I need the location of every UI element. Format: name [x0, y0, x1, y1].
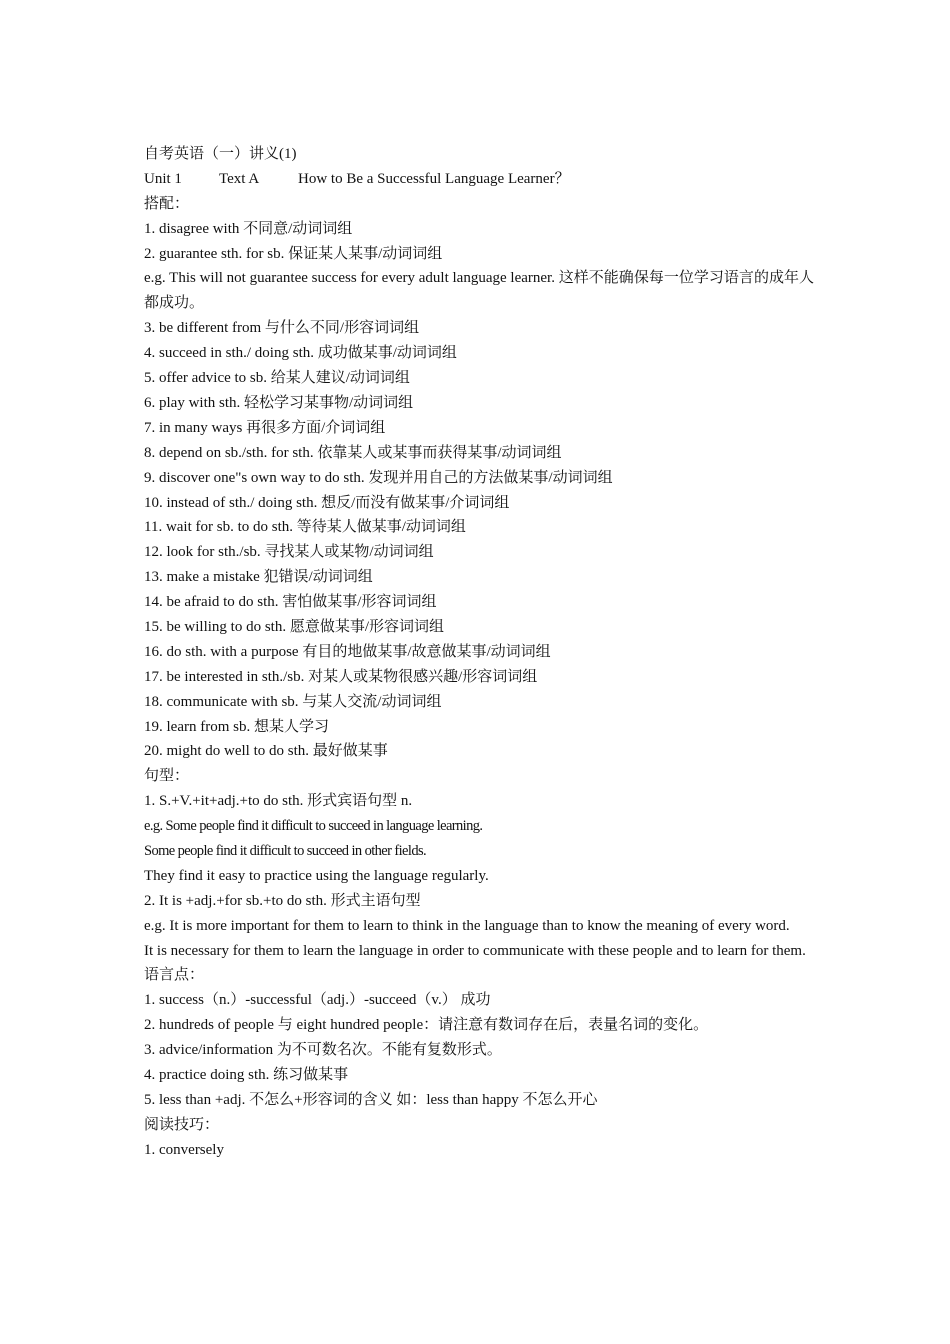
- collocation-item: 14. be afraid to do sth. 害怕做某事/形容词词组: [144, 594, 437, 611]
- collocation-item: 12. look for sth./sb. 寻找某人或某物/动词词组: [144, 544, 434, 561]
- pattern-item: 2. It is +adj.+for sb.+to do sth. 形式主语句型: [144, 892, 421, 909]
- collocation-example: e.g. This will not guarantee success for every adult language learner. 这样不能确保每一位学习语言的成年人都成功。: [144, 270, 814, 312]
- collocation-item: 2. guarantee sth. for sb. 保证某人某事/动词词组: [144, 245, 443, 262]
- collocation-item: 17. be interested in sth./sb. 对某人或某物很感兴趣/形容词词组: [144, 668, 538, 685]
- collocation-item: 5. offer advice to sb. 给某人建议/动词词组: [144, 370, 410, 387]
- pattern-example: Some people find it difficult to succeed in other fields.: [144, 842, 427, 859]
- collocation-item: 1. disagree with 不同意/动词词组: [144, 220, 353, 237]
- unit-number: Unit 1: [144, 170, 182, 187]
- pattern-item: 1. S.+V.+it+adj.+to do sth. 形式宾语句型 n.: [144, 793, 413, 810]
- text-topic: How to Be a Successful Language Learner？: [298, 170, 570, 187]
- document-body: [144, 142, 814, 1163]
- collocation-item: 6. play with sth. 轻松学习某事物/动词词组: [144, 394, 414, 411]
- collocation-item: 7. in many ways 再很多方面/介词词组: [144, 419, 386, 436]
- pattern-example: It is necessary for them to learn the language in order to communicate with these people and to learn for them.: [144, 942, 806, 959]
- collocation-item: 9. discover one"s own way to do sth. 发现并用自己的方法做某事/动词词组: [144, 469, 613, 486]
- text-label: Text A: [219, 170, 260, 187]
- collocation-item: 18. communicate with sb. 与某人交流/动词词组: [144, 693, 442, 710]
- language-point-item: 4. practice doing sth. 练习做某事: [144, 1067, 349, 1084]
- language-point-item: 1. success（n.）-successful（adj.）-succeed（v.） 成功: [144, 992, 491, 1009]
- pattern-example: e.g. Some people find it difficult to succeed in language learning.: [144, 818, 483, 835]
- section-label-collocations: 搭配：: [144, 195, 190, 212]
- language-point-item: 2. hundreds of people 与 eight hundred people：请注意有数词存在后，表量名词的变化。: [144, 1017, 709, 1034]
- language-point-item: 5. less than +adj. 不怎么+形容词的含义 如：less than happy 不怎么开心: [144, 1091, 598, 1108]
- collocation-item: 19. learn from sb. 想某人学习: [144, 718, 329, 735]
- pattern-example: They find it easy to practice using the language regularly.: [144, 867, 489, 884]
- document-title: 自考英语（一）讲义(1): [144, 146, 297, 162]
- section-label-language-points: 语言点：: [144, 967, 205, 984]
- pattern-example: e.g. It is more important for them to learn to think in the language than to know the meaning of every word.: [144, 917, 790, 934]
- collocation-item: 16. do sth. with a purpose 有目的地做某事/故意做某事/动词词组: [144, 643, 551, 660]
- collocation-item: 10. instead of sth./ doing sth. 想反/而没有做某事/介词词组: [144, 494, 510, 511]
- section-label-reading-skills: 阅读技巧：: [144, 1116, 220, 1133]
- unit-heading: [144, 167, 814, 192]
- collocation-item: 20. might do well to do sth. 最好做某事: [144, 743, 388, 760]
- section-label-patterns: 句型：: [144, 768, 190, 785]
- language-point-item: 3. advice/information 为不可数名次。不能有复数形式。: [144, 1042, 502, 1059]
- collocation-item: 15. be willing to do sth. 愿意做某事/形容词词组: [144, 618, 445, 635]
- reading-skill-item: 1. conversely: [144, 1141, 224, 1158]
- collocation-item: 4. succeed in sth./ doing sth. 成功做某事/动词词组: [144, 345, 457, 362]
- collocation-item: 3. be different from 与什么不同/形容词词组: [144, 320, 420, 337]
- collocation-item: 11. wait for sb. to do sth. 等待某人做某事/动词词组: [144, 519, 466, 536]
- collocation-item: 8. depend on sb./sth. for sth. 依靠某人或某事而获得某事/动词词组: [144, 444, 562, 461]
- collocation-item: 13. make a mistake 犯错误/动词词组: [144, 569, 373, 586]
